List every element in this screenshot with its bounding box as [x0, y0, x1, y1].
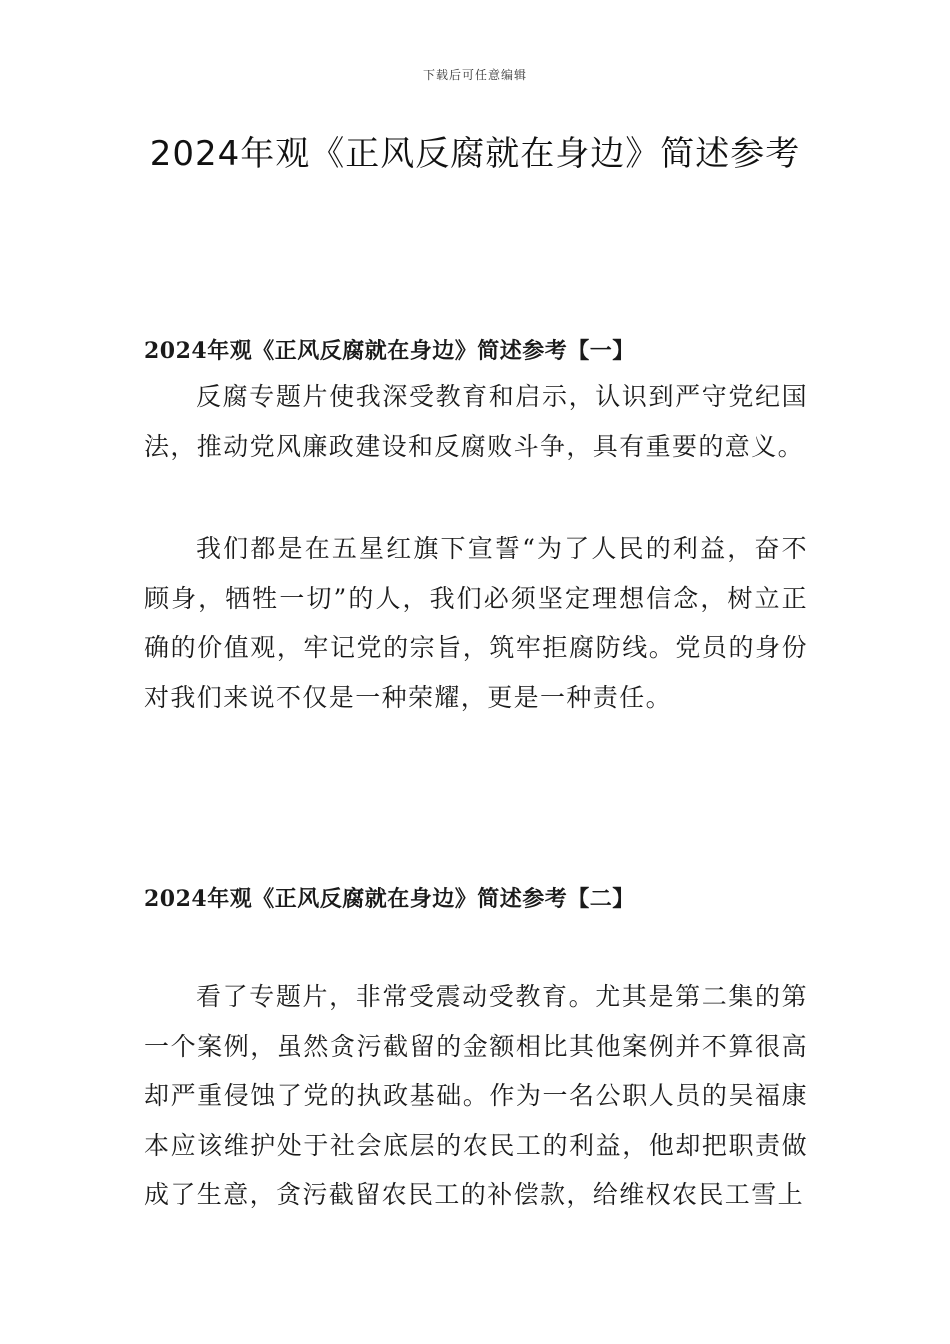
- header-note: 下载后可任意编辑: [422, 68, 527, 82]
- paragraph: 反腐专题片使我深受教育和启示，认识到严守党纪国法，推动党风廉政建设和反腐败斗争，具有重要的意义。: [144, 382, 808, 461]
- section-heading: 2024年观《正风反腐就在身边》简述参考【一】: [144, 338, 635, 364]
- section-heading: 2024年观《正风反腐就在身边》简述参考【二】: [144, 886, 635, 912]
- paragraph: 我们都是在五星红旗下宣誓“为了人民的利益，奋不顾身，牺牲一切”的人，我们必须坚定理想信念，树立正确的价值观，牢记党的宗旨，筑牢拒腐防线。党员的身份对我们来说不仅是一种荣耀，更是一种责任。: [144, 534, 808, 712]
- document-title: 2024年观《正风反腐就在身边》简述参考: [149, 134, 801, 174]
- paragraph: 看了专题片，非常受震动受教育。尤其是第二集的第一个案例，虽然贪污截留的金额相比其他案例并不算很高却严重侵蚀了党的执政基础。作为一名公职人员的吴福康本应该维护处于社会底层的农民工的利益，他却把职责做成了生意，贪污截留农民工的补偿款，给维权农民工雪上: [144, 982, 808, 1209]
